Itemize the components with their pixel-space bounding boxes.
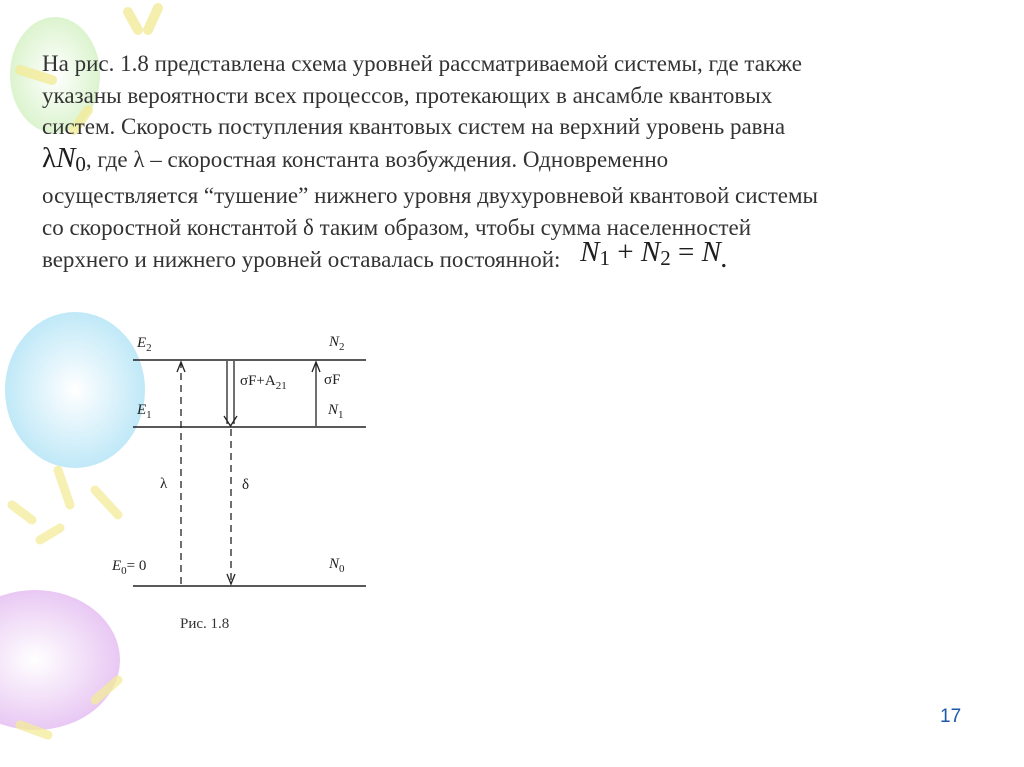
label-n2: $N_2$ [329,334,345,353]
formula-rate: $\lambda N_0$ [42,141,86,176]
formula-population-sum: $N_1 + N_2 = N$ [580,236,721,270]
label-n1: $N_1$ [328,402,344,421]
text-line-5: осуществляется “тушение” нижнего уровня двухуровневой квантовой системы [42,183,819,208]
label-lambda: λ [160,476,168,492]
label-e2: $E_2$ [137,335,152,354]
emission-arrowhead [224,416,237,426]
end-dot: . [720,242,729,274]
page-number: 17 [940,706,962,727]
label-n0: $N_0$ [329,556,345,575]
text-line-1: На рис. 1.8 представлена схема уровней рассматриваемой системы, где также [42,51,802,76]
text-line-3: систем. Скорость поступления квантовых систем на верхний уровень равна [42,114,786,139]
text-line-4-rest: , где λ – скоростная константа возбуждения. Одновременно [85,146,669,172]
label-e1: $E_1$ [137,402,152,421]
text-line-7-text: верхнего и нижнего уровней оставалась постоянной: [42,247,561,272]
text-line-6: со скоростной константой δ таким образом, чтобы сумма населенностей [42,214,752,240]
label-emission: $\sigma F+A_{21}$ [240,373,287,392]
label-absorption: σF [324,372,341,388]
label-e0: $E_0= 0$ [112,558,147,577]
text-line-2: указаны вероятности всех процессов, протекающих в ансамбле квантовых [42,82,773,108]
label-delta: δ [242,477,250,493]
figure-caption: Рис. 1.8 [180,616,230,632]
